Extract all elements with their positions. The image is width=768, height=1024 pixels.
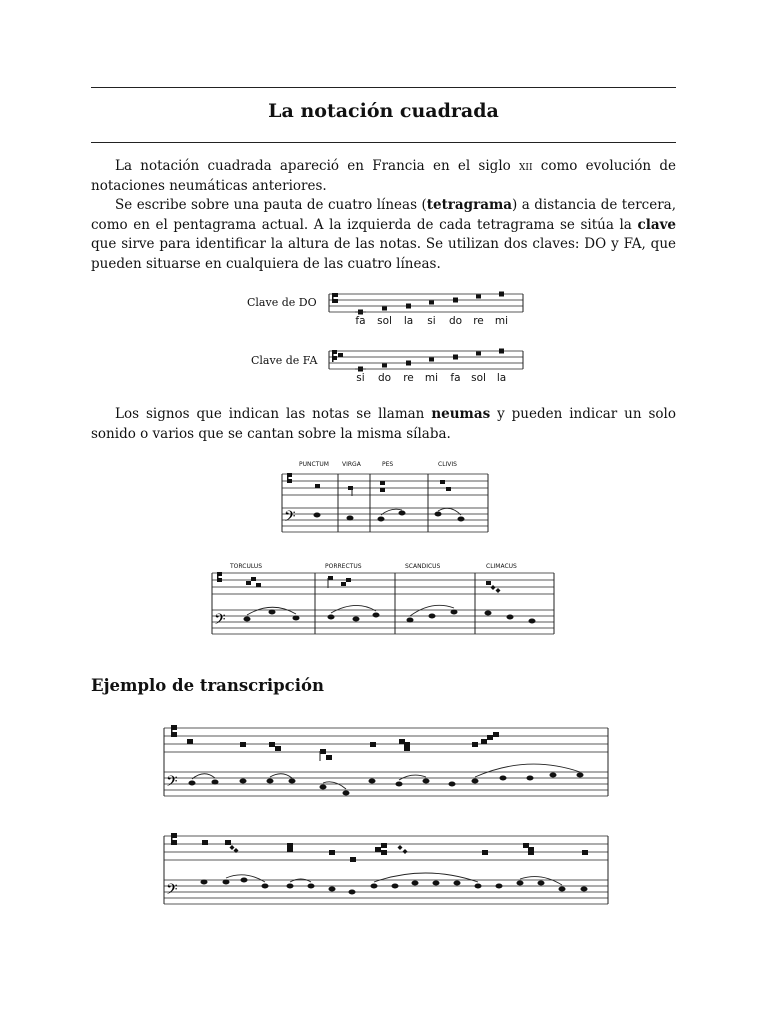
neumas-captions-1 (299, 461, 457, 468)
neumas-paragraph: Los signos que indican las notas se llaman neumas y pueden indicar un solo sonido o varios que se cantan sobre la misma sílaba. (91, 406, 676, 442)
note-name: do (448, 315, 463, 327)
clave-do-notes (355, 292, 504, 315)
page-title: La notación cuadrada (268, 100, 499, 122)
do-clef-icon (171, 725, 177, 737)
note-name: re (473, 315, 484, 327)
square-staff (164, 728, 608, 752)
neuma-caption: PORRECTUS (325, 563, 362, 570)
intro-paragraph-1: La notación cuadrada apareció en Francia en el siglo xii como evolución de notaciones neumáticas anteriores. (91, 158, 676, 194)
do-clef-icon (171, 833, 177, 845)
neuma-caption: SCANDICUS (405, 563, 441, 570)
do-clef-icon (217, 572, 222, 582)
transcription-heading: Ejemplo de transcripción (91, 676, 324, 695)
clave-do-syllables (355, 315, 508, 327)
title-bottom-rule (91, 142, 676, 143)
bass-clef-icon: 𝄢 (284, 508, 296, 529)
do-clef-icon (332, 293, 338, 303)
transcription-system-2 (162, 830, 612, 910)
note-name: mi (494, 315, 509, 327)
neuma-caption: PUNCTUM (299, 461, 329, 468)
note-name: mi (424, 372, 439, 384)
neumas-figure-1 (280, 458, 500, 538)
clave-fa-syllables (356, 372, 506, 384)
clave-fa-staff (327, 346, 527, 388)
neumas-captions-2 (229, 563, 517, 570)
neuma-caption: VIRGA (342, 461, 361, 468)
clave-fa-label: Clave de FA (251, 354, 318, 367)
slurs (226, 873, 562, 885)
term-neumas: neumas (431, 406, 491, 422)
note-name: fa (450, 372, 461, 384)
term-clave: clave (637, 216, 676, 233)
intro-paragraph-2: Se escribe sobre una pauta de cuatro líneas (tetragrama) a distancia de tercera, como en el pentagrama actual. A la izquierda de cada tetragrama se sitúa la clave que sirve para identificar la altura de las notas. Se utilizan dos claves: DO y FA, que pueden situarse en cualquiera de las cuatro líneas. (91, 197, 676, 272)
note-name: si (356, 372, 365, 384)
staff-lines (329, 294, 523, 312)
slurs-2 (247, 605, 454, 616)
neuma-caption: CLIVIS (438, 461, 457, 468)
century-numeral: xii (519, 158, 533, 174)
note-name: la (496, 372, 507, 384)
do-clef-icon (287, 473, 292, 483)
bass-clef-icon: 𝄢 (166, 773, 178, 794)
modern-staff-2 (212, 610, 554, 634)
note-name: la (403, 315, 414, 327)
bass-clef-icon: 𝄢 (214, 611, 226, 632)
clave-do-label: Clave de DO (247, 296, 317, 309)
neuma-caption: TORCULUS (230, 563, 263, 570)
neumas-notes-1 (314, 480, 465, 522)
square-staff-2 (212, 573, 554, 594)
neuma-caption: PES (382, 461, 394, 468)
square-notes (202, 840, 588, 862)
bass-clef-icon: 𝄢 (166, 881, 178, 902)
clave-do-staff (327, 289, 527, 331)
fa-clef-icon (332, 350, 343, 362)
clave-fa-notes (355, 349, 504, 372)
slurs (192, 764, 580, 789)
note-name: si (427, 315, 436, 327)
term-tetragrama: tetragrama (426, 197, 513, 213)
note-name: fa (355, 315, 366, 327)
neumas-figure-2 (210, 560, 560, 640)
note-name: sol (377, 315, 392, 327)
staff-lines (329, 351, 523, 369)
top-rule (91, 87, 676, 88)
modern-staff (164, 772, 608, 796)
note-name: do (377, 372, 392, 384)
transcription-system-1 (162, 722, 612, 802)
barlines-2 (212, 573, 554, 634)
note-name: sol (471, 372, 486, 384)
note-name: re (403, 372, 414, 384)
neuma-caption: CLIMACUS (486, 563, 517, 570)
